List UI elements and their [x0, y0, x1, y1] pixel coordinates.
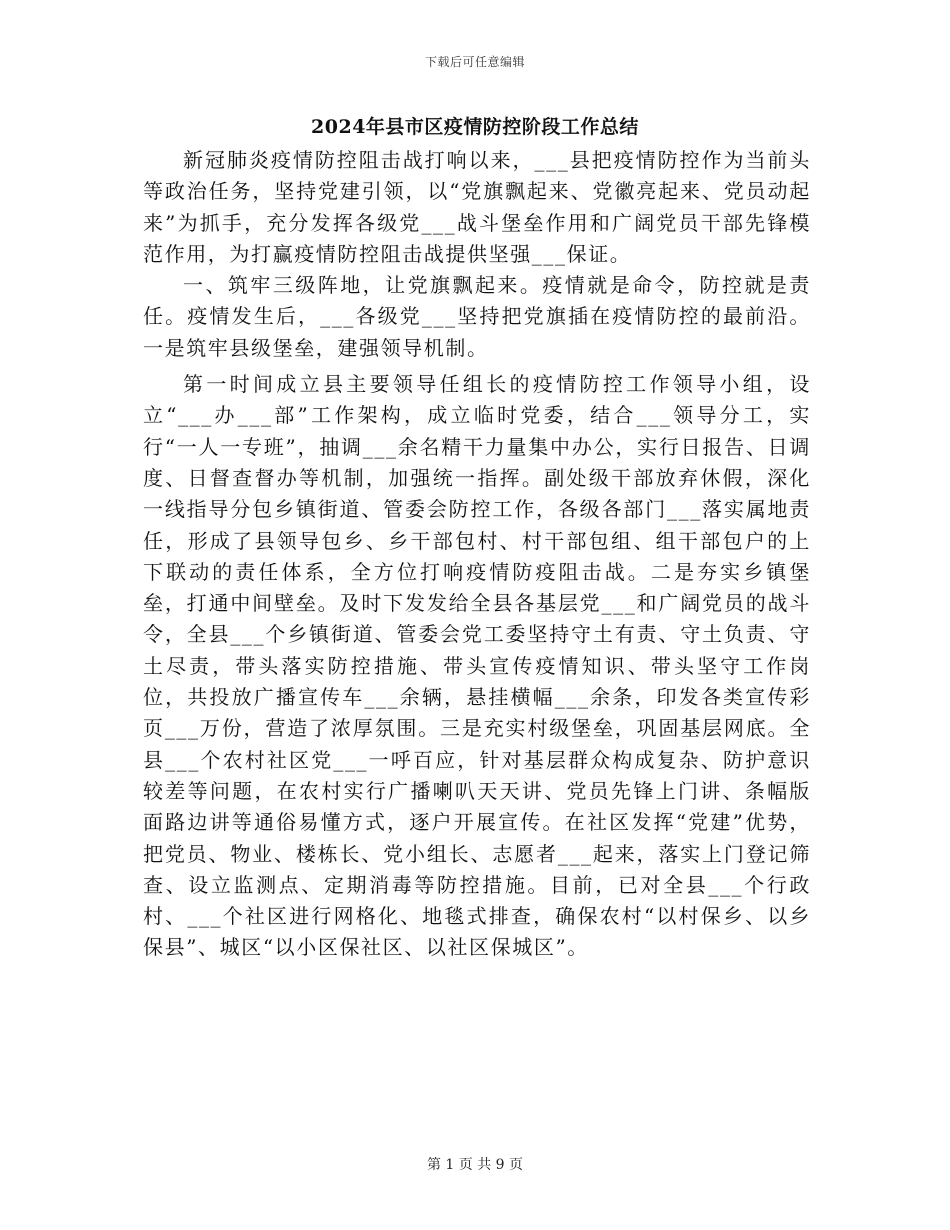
document-title: 2024年县市区疫情防控阶段工作总结: [311, 116, 639, 138]
paragraph-section-one: 一、筑牢三级阵地，让党旗飘起来。疫情就是命令，防控就是责任。疫情发生后，___各级党___坚持把党旗插在疫情防控的最前沿。一是筑牢县级堡垒，建强领导机制。: [143, 273, 811, 360]
paragraph-details: 第一时间成立县主要领导任组长的疫情防控工作领导小组，设立“___办___部”工作架构，成立临时党委，结合___领导分工，实行“一人一专班”，抽调___余名精干力量集中办公，实行日报告、日调度、日督查督办等机制，加强统一指挥。副处级干部放弃休假，深化一线指导分包乡镇街道、管委会防控工作，各级各部门___落实属地责任，形成了县领导包乡、乡干部包村、村干部包组、组干部包户的上下联动的责任体系，全方位打响疫情防疫阻击战。二是夯实乡镇堡垒，打通中间壁垒。及时下发发给全县各基层党___和广阔党员的战斗令，全县___个乡镇街道、管委会党工委坚持守土有责、守土负责、守土尽责，带头落实防控措施、带头宣传疫情知识、带头坚守工作岗位，共投放广播宣传车___余辆，悬挂横幅___余条，印发各类宣传彩页___万份，营造了浓厚氛围。三是充实村级堡垒，巩固基层网底。全县___个农村社区党___一呼百应，针对基层群众构成复杂、防护意识较差等问题，在农村实行广播喇叭天天讲、党员先锋上门讲、条幅版面路边讲等通俗易懂方式，逐户开展宣传。在社区发挥“党建”优势，把党员、物业、楼栋长、党小组长、志愿者___起来，落实上门登记筛查、设立监测点、定期消毒等防控措施。目前，已对全县___个行政村、___个社区进行网格化、地毯式排查，确保农村“以村保乡、以乡保县”、城区“以小区保社区、以社区保城区”。: [143, 372, 811, 960]
header-note: 下载后可任意编辑: [424, 55, 525, 69]
document-body: [143, 145, 811, 964]
paragraph-intro: 新冠肺炎疫情防控阻击战打响以来，___县把疫情防控作为当前头等政治任务，坚持党建引领，以“党旗飘起来、党徽亮起来、党员动起来”为抓手，充分发挥各级党___战斗堡垒作用和广阔党员干部先锋模范作用，为打赢疫情防控阻击战提供坚强___保证。: [143, 148, 811, 266]
page-number: 第 1 页 共 9 页: [426, 1157, 524, 1173]
